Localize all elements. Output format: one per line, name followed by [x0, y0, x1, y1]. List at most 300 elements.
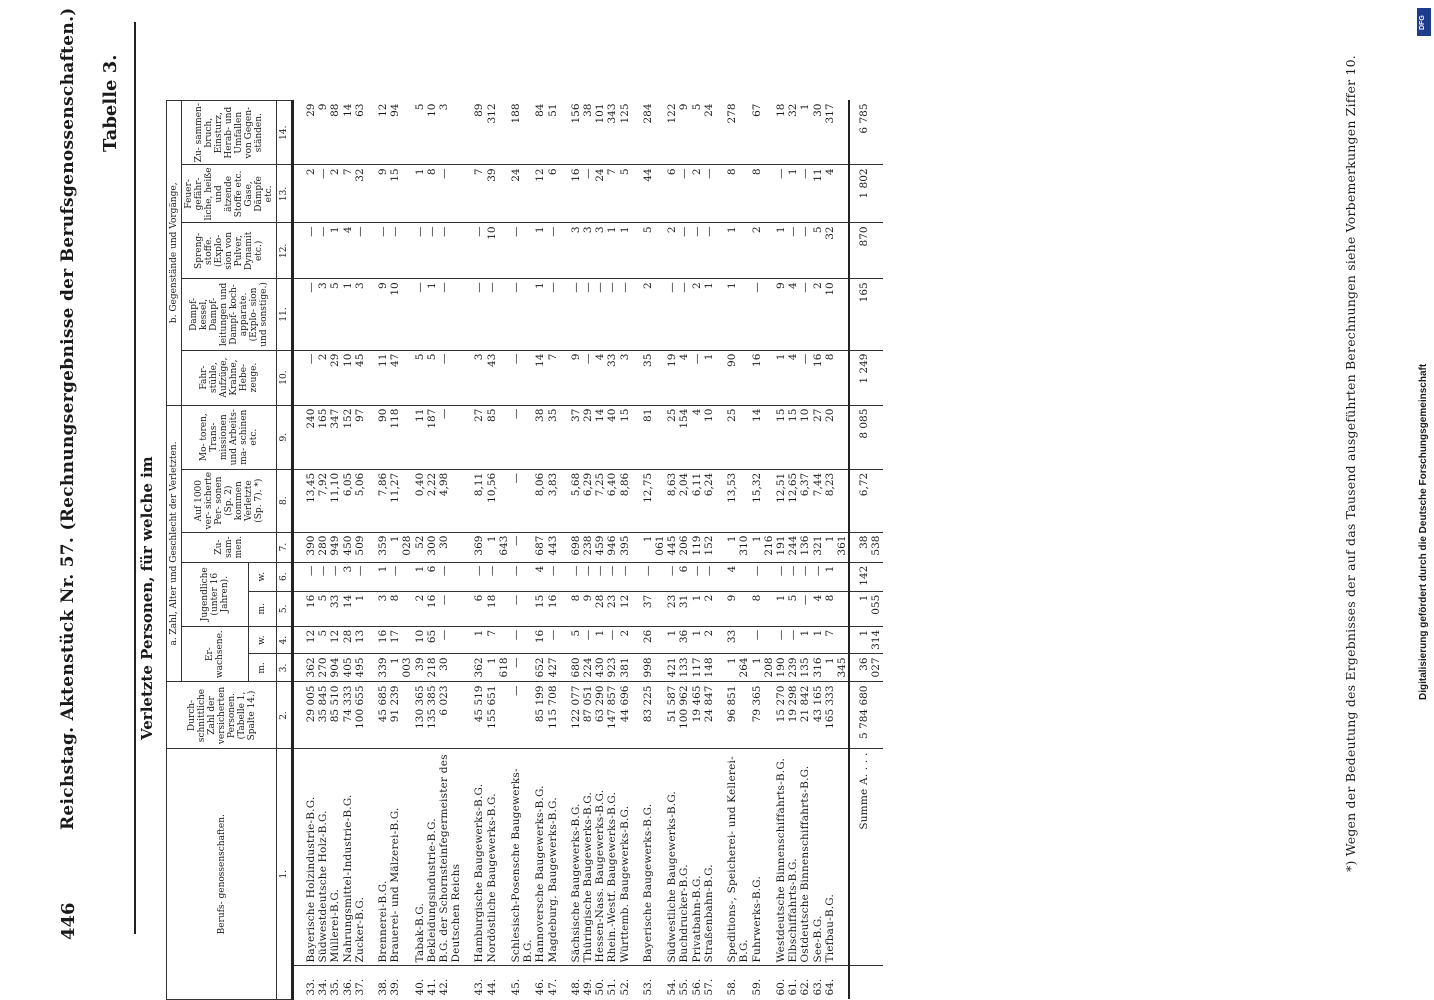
- row-number: 60.: [774, 978, 787, 996]
- cell-c12: 2: [666, 223, 678, 279]
- table-row: [824, 101, 849, 1000]
- cell-c5: 9: [726, 591, 750, 626]
- cell-c2: 15 270: [775, 682, 787, 749]
- cell-c6: —: [703, 562, 715, 591]
- group-header-a: a. Zahl, Alter und Geschlecht der Verletzten.: [167, 405, 182, 682]
- cell-c8: 0,40: [414, 469, 426, 532]
- cell-c4: 1: [691, 626, 703, 654]
- cell-c9: 11: [414, 405, 426, 469]
- cell-c12: 5: [642, 223, 666, 279]
- cell-c13: 4: [824, 165, 849, 223]
- cell-c10: 5: [414, 350, 426, 405]
- table-row: [570, 101, 582, 1000]
- cell-c9: 85: [486, 405, 510, 469]
- cell-c4: 1: [473, 626, 485, 654]
- cell-c10: 1: [703, 350, 715, 405]
- row-name: B.G. der Schornsteinfegermeister des Deutschen Reichs: [438, 749, 462, 966]
- cell-c2: —: [510, 682, 534, 749]
- row-name: Privatbahn-B.G.: [691, 749, 703, 966]
- cell-c10: —: [305, 350, 317, 405]
- cell-c8: 13,45: [305, 469, 317, 532]
- cell-c6: —: [486, 562, 510, 591]
- cell-c6: 3: [342, 562, 354, 591]
- cell-c13: —: [438, 165, 462, 223]
- cell-c3: 30: [438, 654, 462, 682]
- cell-c14: 317: [824, 101, 849, 165]
- cell-c3: 224: [582, 654, 594, 682]
- sum-c6: 142: [849, 562, 882, 591]
- cell-c12: —: [377, 223, 389, 279]
- cell-c10: 43: [486, 350, 510, 405]
- cell-c2: 74 333: [342, 682, 354, 749]
- cell-c8: 6,24: [703, 469, 715, 532]
- col-number: 10.: [277, 350, 293, 405]
- cell-c5: 5: [317, 591, 329, 626]
- col-number: 3.: [277, 654, 293, 682]
- data-table: [166, 100, 883, 1000]
- cell-c10: 16: [751, 350, 775, 405]
- row-number: 51.: [606, 978, 619, 996]
- table-row: [787, 101, 799, 1000]
- cell-c9: 97: [354, 405, 366, 469]
- cell-c14: 38: [582, 101, 594, 165]
- cell-c10: 10: [342, 350, 354, 405]
- cell-c12: 3: [582, 223, 594, 279]
- sum-c10: 1 249: [849, 350, 882, 405]
- cell-c8: 7,92: [317, 469, 329, 532]
- cell-c8: 15,32: [751, 469, 775, 532]
- cell-c8: 7,44: [812, 469, 824, 532]
- cell-c6: —: [642, 562, 666, 591]
- cell-c7: 687: [534, 532, 546, 562]
- cell-c13: 32: [354, 165, 366, 223]
- cell-c14: 10: [426, 101, 438, 165]
- table-row: [751, 101, 775, 1000]
- cell-c4: —: [510, 626, 534, 654]
- cell-c2: 87 051: [582, 682, 594, 749]
- cell-c14: 84: [534, 101, 546, 165]
- cell-c7: 206: [678, 532, 690, 562]
- cell-c12: —: [703, 223, 715, 279]
- cell-c9: 38: [534, 405, 546, 469]
- cell-c5: 4: [812, 591, 824, 626]
- cell-c2: 45 519: [473, 682, 485, 749]
- cell-c9: 20: [824, 405, 849, 469]
- page-header-title: Reichstag. Aktenstück Nr. 57. (Rechnungsergebnisse der Berufsgenossenschaften.): [58, 7, 78, 830]
- cell-c6: —: [582, 562, 594, 591]
- cell-c3: 427: [547, 654, 559, 682]
- cell-c12: 2: [751, 223, 775, 279]
- cell-c2: 63 290: [594, 682, 606, 749]
- cell-c12: —: [426, 223, 438, 279]
- table-row: [666, 101, 678, 1000]
- cell-c7: 152: [703, 532, 715, 562]
- cell-c3: 316: [812, 654, 824, 682]
- cell-c12: —: [438, 223, 462, 279]
- cell-c3: 339: [377, 654, 389, 682]
- col-header-erwachsene: Er- wachsene.: [182, 626, 249, 682]
- cell-c8: 8,11: [473, 469, 485, 532]
- cell-c5: 37: [642, 591, 666, 626]
- cell-c9: 90: [377, 405, 389, 469]
- cell-c8: 12,75: [642, 469, 666, 532]
- cell-c5: —: [510, 591, 534, 626]
- cell-c7: 1 643: [486, 532, 510, 562]
- cell-c4: 2: [703, 626, 715, 654]
- cell-c14: 122: [666, 101, 678, 165]
- cell-c7: 244: [787, 532, 799, 562]
- cell-c10: 47: [389, 350, 413, 405]
- cell-c12: 4: [342, 223, 354, 279]
- col-number: 4.: [277, 626, 293, 654]
- cell-c3: 430: [594, 654, 606, 682]
- cell-c6: 1: [824, 562, 849, 591]
- cell-c7: 450: [342, 532, 354, 562]
- cell-c10: 2: [317, 350, 329, 405]
- col-header-zusammenbruch: Zu- sammen- bruch, Einsturz, Herab- und Umfallen von Gegen- ständen.: [182, 101, 277, 165]
- cell-c13: 15: [389, 165, 413, 223]
- cell-c2: 44 696: [619, 682, 631, 749]
- cell-c14: 29: [305, 101, 317, 165]
- sum-c4: 1 314: [849, 626, 882, 654]
- table-row: [342, 101, 354, 1000]
- cell-c9: 165: [317, 405, 329, 469]
- cell-c3: 270: [317, 654, 329, 682]
- cell-c5: 8: [389, 591, 413, 626]
- sum-c13: 1 802: [849, 165, 882, 223]
- table-row: [534, 101, 546, 1000]
- dfg-logo: DFG: [1417, 8, 1431, 36]
- cell-c4: 1: [799, 626, 811, 654]
- cell-c10: 19: [666, 350, 678, 405]
- digitization-note: Digitalisierung gefördert durch die Deutsche Forschungsgemeinschaft: [1418, 363, 1429, 700]
- row-name: Tiefbau-B.G.: [824, 749, 849, 966]
- row-number: 41.: [425, 978, 438, 996]
- cell-c8: —: [510, 469, 534, 532]
- cell-c4: 16: [377, 626, 389, 654]
- cell-c6: 1: [377, 562, 389, 591]
- cell-c5: 16: [547, 591, 559, 626]
- table-row: [582, 101, 594, 1000]
- cell-c12: 1: [534, 223, 546, 279]
- cell-c7: 359: [377, 532, 389, 562]
- col-header-auf1000: Auf 1000 ver- sicherte Per- sonen (Sp. 2) kommen Verletzte (Sp. 7). *): [182, 469, 277, 532]
- cell-c14: 312: [486, 101, 510, 165]
- page-number: 446: [58, 902, 79, 940]
- cell-c14: 156: [570, 101, 582, 165]
- cell-c3: 1 264: [726, 654, 750, 682]
- cell-c9: 347: [329, 405, 341, 469]
- cell-c14: 343: [606, 101, 618, 165]
- row-name: Brennerei-B.G.: [377, 749, 389, 966]
- row-number: 58.: [726, 978, 739, 996]
- cell-c14: 284: [642, 101, 666, 165]
- sum-c12: 870: [849, 223, 882, 279]
- row-number: 57.: [702, 978, 715, 996]
- cell-c14: 5: [414, 101, 426, 165]
- cell-c13: 24: [510, 165, 534, 223]
- cell-c11: —: [305, 279, 317, 350]
- col-header-fahrstuehle: Fahr- stühle, Aufzüge, Krahne, Hebe- zeuge.: [182, 350, 277, 405]
- cell-c3: 405: [342, 654, 354, 682]
- row-number: 42.: [438, 978, 451, 996]
- cell-c11: —: [570, 279, 582, 350]
- cell-c8: 8,23: [824, 469, 849, 532]
- cell-c7: 445: [666, 532, 678, 562]
- cell-c10: 90: [726, 350, 750, 405]
- cell-c2: 6 023: [438, 682, 462, 749]
- group-spacer: [559, 101, 570, 1000]
- cell-c3: 381: [619, 654, 631, 682]
- cell-c7: 1 361: [824, 532, 849, 562]
- col-header-jug-w: w.: [248, 562, 277, 591]
- cell-c12: 5: [812, 223, 824, 279]
- cell-c8: 12,65: [787, 469, 799, 532]
- sum-row: [849, 101, 882, 1000]
- cell-c10: —: [582, 350, 594, 405]
- cell-c9: 240: [305, 405, 317, 469]
- row-number: 64.: [823, 978, 836, 996]
- cell-c13: —: [317, 165, 329, 223]
- cell-c10: 4: [787, 350, 799, 405]
- cell-c3: 1 345: [824, 654, 849, 682]
- cell-c8: 2,22: [426, 469, 438, 532]
- table-row: [438, 101, 462, 1000]
- cell-c7: 1 061: [642, 532, 666, 562]
- sum-c14: 6 785: [849, 101, 882, 165]
- col-header-feuergefaehrlich: Feuer- gefähr- liche, heiße und ätzende Stoffe etc. Gase, Dämpfe etc.: [182, 165, 277, 223]
- cell-c6: —: [666, 562, 678, 591]
- cell-c4: 5: [317, 626, 329, 654]
- cell-c14: 89: [473, 101, 485, 165]
- row-number: 36.: [341, 978, 354, 996]
- cell-c8: 6,37: [799, 469, 811, 532]
- cell-c8: 7,86: [377, 469, 389, 532]
- cell-c10: 11: [377, 350, 389, 405]
- cell-c9: 27: [473, 405, 485, 469]
- cell-c8: 6,29: [582, 469, 594, 532]
- table-row: [305, 101, 317, 1000]
- cell-c5: 8: [570, 591, 582, 626]
- cell-c7: 395: [619, 532, 631, 562]
- cell-c5: 8: [751, 591, 775, 626]
- row-name: Tabak-B.G.: [414, 749, 426, 966]
- cell-c2: 165 333: [824, 682, 849, 749]
- cell-c5: 18: [486, 591, 510, 626]
- cell-c14: 5: [691, 101, 703, 165]
- cell-c7: 300: [426, 532, 438, 562]
- cell-c5: 23: [666, 591, 678, 626]
- row-number: 61.: [787, 978, 800, 996]
- cell-c12: —: [305, 223, 317, 279]
- row-name: Brauerei- und Mälzerei-B.G.: [389, 749, 413, 966]
- cell-c8: 8,86: [619, 469, 631, 532]
- cell-c3: 904: [329, 654, 341, 682]
- table-row: [389, 101, 413, 1000]
- cell-c7: 459: [594, 532, 606, 562]
- cell-c10: 45: [354, 350, 366, 405]
- cell-c6: —: [329, 562, 341, 591]
- cell-c7: 369: [473, 532, 485, 562]
- cell-c6: —: [606, 562, 618, 591]
- table-row: [799, 101, 811, 1000]
- cell-c8: 6,40: [606, 469, 618, 532]
- cell-c14: 32: [787, 101, 799, 165]
- cell-c14: 188: [510, 101, 534, 165]
- cell-c3: 239: [787, 654, 799, 682]
- row-number: 55.: [678, 978, 691, 996]
- cell-c4: 36: [678, 626, 690, 654]
- cell-c14: 51: [547, 101, 559, 165]
- cell-c13: 2: [329, 165, 341, 223]
- row-name: Ostdeutsche Binnenschiffahrts-B.G.: [799, 749, 811, 966]
- row-number: 34.: [317, 978, 330, 996]
- cell-c4: 1: [594, 626, 606, 654]
- cell-c8: 4,98: [438, 469, 462, 532]
- cell-c11: —: [799, 279, 811, 350]
- cell-c2: 96 851: [726, 682, 750, 749]
- cell-c11: 10: [824, 279, 849, 350]
- cell-c12: —: [799, 223, 811, 279]
- cell-c4: —: [775, 626, 787, 654]
- group-spacer: [715, 101, 726, 1000]
- cell-c10: 7: [547, 350, 559, 405]
- row-number: 63.: [811, 978, 824, 996]
- cell-c13: —: [703, 165, 715, 223]
- cell-c14: 24: [703, 101, 715, 165]
- cell-c13: 9: [377, 165, 389, 223]
- cell-c12: —: [414, 223, 426, 279]
- table-row: [812, 101, 824, 1000]
- cell-c12: —: [389, 223, 413, 279]
- cell-c12: 3: [594, 223, 606, 279]
- row-name: Hamburgische Baugewerks-B.G.: [473, 749, 485, 966]
- cell-c8: 11,10: [329, 469, 341, 532]
- cell-c13: 1: [787, 165, 799, 223]
- cell-c6: —: [389, 562, 413, 591]
- cell-c8: 11,27: [389, 469, 413, 532]
- cell-c3: 421: [666, 654, 678, 682]
- table-title: Verletzte Personen, für welche im: [138, 456, 156, 740]
- cell-c7: 390: [305, 532, 317, 562]
- cell-c12: 10: [486, 223, 510, 279]
- cell-c4: 17: [389, 626, 413, 654]
- cell-c11: —: [414, 279, 426, 350]
- cell-c5: 1: [691, 591, 703, 626]
- cell-c10: —: [799, 350, 811, 405]
- cell-c10: 33: [606, 350, 618, 405]
- cell-c11: —: [666, 279, 678, 350]
- row-number: 59.: [750, 978, 763, 996]
- cell-c4: 26: [642, 626, 666, 654]
- cell-c9: 152: [342, 405, 354, 469]
- cell-c7: 238: [582, 532, 594, 562]
- cell-c4: 28: [342, 626, 354, 654]
- col-header-berufsgenossenschaften: Berufs- genossenschaften.: [167, 749, 277, 1000]
- row-name: Westdeutsche Binnenschiffahrts-B.G.: [775, 749, 787, 966]
- cell-c6: —: [510, 562, 534, 591]
- cell-c11: 4: [787, 279, 799, 350]
- cell-c7: 1 216: [751, 532, 775, 562]
- cell-c7: 946: [606, 532, 618, 562]
- cell-c6: 6: [678, 562, 690, 591]
- cell-c11: —: [619, 279, 631, 350]
- cell-c2: 85 510: [329, 682, 341, 749]
- cell-c10: 5: [426, 350, 438, 405]
- cell-c5: 15: [534, 591, 546, 626]
- cell-c14: 278: [726, 101, 750, 165]
- cell-c8: 8,06: [534, 469, 546, 532]
- cell-c2: 51 587: [666, 682, 678, 749]
- cell-c8: 8,63: [666, 469, 678, 532]
- row-name: Fuhrwerks-B.G.: [751, 749, 775, 966]
- row-number: 33.: [305, 978, 317, 996]
- cell-c12: —: [547, 223, 559, 279]
- cell-c9: 40: [606, 405, 618, 469]
- row-number: 39.: [389, 978, 402, 996]
- cell-c6: —: [354, 562, 366, 591]
- cell-c14: 101: [594, 101, 606, 165]
- cell-c6: 6: [426, 562, 438, 591]
- cell-c10: 3: [473, 350, 485, 405]
- table-row: [317, 101, 329, 1000]
- cell-c3: 218: [426, 654, 438, 682]
- col-header-erw-w: w.: [248, 626, 277, 654]
- col-header-jugendliche: Jugendliche (unter 16 Jahren).: [182, 562, 249, 626]
- col-number: 11.: [277, 279, 293, 350]
- cell-c10: 4: [594, 350, 606, 405]
- table-row: [691, 101, 703, 1000]
- row-name: Württemb. Baugewerks-B.G.: [619, 749, 631, 966]
- cell-c4: —: [606, 626, 618, 654]
- cell-c5: 9: [582, 591, 594, 626]
- cell-c12: —: [787, 223, 799, 279]
- table-row: [678, 101, 690, 1000]
- col-header-jug-m: m.: [248, 591, 277, 626]
- cell-c4: 12: [329, 626, 341, 654]
- cell-c12: —: [691, 223, 703, 279]
- cell-c9: 29: [582, 405, 594, 469]
- cell-c3: 998: [642, 654, 666, 682]
- cell-c11: —: [582, 279, 594, 350]
- cell-c5: 2: [703, 591, 715, 626]
- cell-c11: 1: [426, 279, 438, 350]
- row-name: Buchdrucker-B.G.: [678, 749, 690, 966]
- cell-c13: 2: [691, 165, 703, 223]
- cell-c2: 19 465: [691, 682, 703, 749]
- cell-c11: 2: [812, 279, 824, 350]
- cell-c6: —: [438, 562, 462, 591]
- col-number: 1.: [277, 749, 293, 1000]
- cell-c4: 65: [426, 626, 438, 654]
- sum-c3: 36 027: [849, 654, 882, 682]
- cell-c11: 9: [775, 279, 787, 350]
- row-number: 40.: [413, 978, 426, 996]
- table-row: [726, 101, 750, 1000]
- row-number: 43.: [473, 978, 486, 996]
- cell-c6: —: [751, 562, 775, 591]
- cell-c11: —: [751, 279, 775, 350]
- cell-c8: 12,51: [775, 469, 787, 532]
- cell-c12: —: [510, 223, 534, 279]
- cell-c12: 3: [570, 223, 582, 279]
- cell-c10: 14: [534, 350, 546, 405]
- sum-c11: 165: [849, 279, 882, 350]
- row-name: Elbschiffahrts-B.G.: [787, 749, 799, 966]
- table-row: [642, 101, 666, 1000]
- cell-c2: 147 857: [606, 682, 618, 749]
- cell-c2: 43 165: [812, 682, 824, 749]
